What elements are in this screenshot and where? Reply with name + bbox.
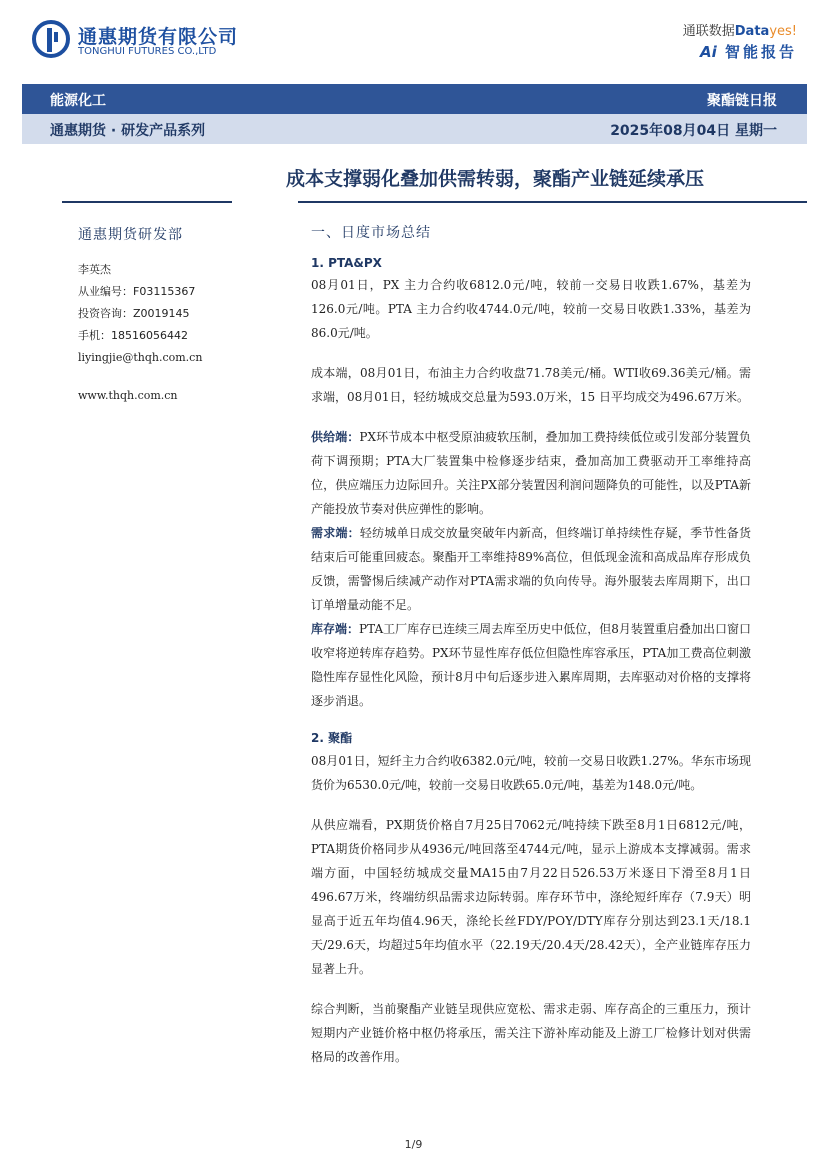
paragraph-supply xyxy=(311,425,751,521)
partner-prefix: 通联数据 xyxy=(682,24,735,39)
analyst-name: 李英杰 xyxy=(78,263,111,276)
title-divider xyxy=(298,201,807,203)
series-label: 通惠期货 · 研发产品系列 xyxy=(50,123,206,139)
inventory-text: PTA工厂库存已连续三周去库至历史中低位，但8月装置重启叠加出口窗口收窄将逆转库存趋势。PX环节显性库存低位但隐性库容承压，PTA加工费高位刺激隐性库存显性化风险，预计8月中旬后逐步进入累库周期，去库驱动对价格的支撑将逐步消退。 xyxy=(311,622,751,708)
subsection-title-polyester: 2. 聚酯 xyxy=(311,731,353,745)
email-link[interactable]: liyingjie@thqh.com.cn xyxy=(78,351,203,364)
paragraph-pta-px-prices: 08月01日，PX 主力合约收6812.0元/吨，较前一交易日收跌1.67%，基差为126.0元/吨。PTA 主力合约收4744.0元/吨，较前一交易日收跌1.33%，基差为86.0元/吨。 xyxy=(311,278,751,340)
paragraph-supply-analysis: 从供应端看，PX期货价格自7月25日7062元/吨持续下跌至8月1日6812元/吨，PTA期货价格同步从4936元/吨回落至4744元/吨，显示上游成本支撑减弱。需求端方面，中国轻纺城成交量MA15由7月22日526.53万米逐日下滑至8月1日496.67万米，终端纺织品需求边际转弱。库存环节中，涤纶短纤库存（7.9天）明显高于近五年均值4.96天，涤纶长丝FDY/POY/DTY库存分别达到23.1天/18.1天/29.6天，均超过5年均值水平（22.19天/20.4天/28.42天），全产业链库存压力显著上升。 xyxy=(311,818,751,976)
license-line xyxy=(78,282,278,304)
paragraph-cost-demand: 成本端，08月01日，布油主力合约收盘71.78美元/桶。WTI收69.36美元/桶。需求端，08月01日，轻纺城成交总量为593.0万米，15 日平均成交为496.67万米。 xyxy=(311,366,751,404)
report-type-label: 聚酯链日报 xyxy=(707,93,777,109)
main-content xyxy=(311,222,751,1069)
report-date: 2025年08月04日 星期一 xyxy=(610,123,777,139)
paragraph-inventory xyxy=(311,617,751,713)
partner-data: Data xyxy=(734,24,770,39)
partner-brand xyxy=(683,20,797,39)
consult-number: Z0019145 xyxy=(133,307,190,320)
partner-yes: yes! xyxy=(769,24,797,39)
department-name: 通惠期货研发部 xyxy=(78,227,183,243)
demand-text: 轻纺城单日成交放量突破年内新高，但终端订单持续性存疑，季节性备货结束后可能重回疲态。聚酯开工率维持89%高位，但低现金流和高成品库存形成负反馈，需警惕后续减产动作对PTA需求端的负向传导。海外服装去库周期下，出口订单增量动能不足。 xyxy=(311,526,751,612)
supply-text: PX环节成本中枢受原油疲软压制，叠加加工费持续低位或引发部分装置负荷下调预期；PTA大厂装置集中检修逐步结束，叠加高加工费驱动开工率维持高位，供应端压力边际回升。关注PX部分装置因利润问题降负的可能性，以及PTA新产能投放节奏对供应弹性的影响。 xyxy=(311,430,751,516)
sector-label: 能源化工 xyxy=(50,93,106,109)
license-label: 从业编号： xyxy=(78,285,133,298)
paragraph-staple-fiber: 08月01日，短纤主力合约收6382.0元/吨，较前一交易日收跌1.27%。华东市场现货价为6530.0元/吨，较前一交易日收跌65.0元/吨，基差为148.0元/吨。 xyxy=(311,754,751,792)
ai-icon: Ai xyxy=(699,43,717,61)
page-number: 1/9 xyxy=(404,1138,423,1151)
consult-label: 投资咨询： xyxy=(78,307,133,320)
inventory-label: 库存端： xyxy=(311,622,360,636)
demand-label: 需求端： xyxy=(311,526,360,540)
website-link[interactable]: www.thqh.com.cn xyxy=(78,389,178,402)
paragraph-demand xyxy=(311,521,751,617)
subsection-title-pta-px: 1. PTA&PX xyxy=(311,256,382,270)
paragraph-conclusion: 综合判断，当前聚酯产业链呈现供应宽松、需求走弱、库存高企的三重压力，预计短期内产业链价格中枢仍将承压，需关注下游补库动能及上游工厂检修计划对供需格局的改善作用。 xyxy=(311,1002,751,1064)
company-name-cn: 通惠期货有限公司 xyxy=(78,26,239,48)
report-band-bottom xyxy=(22,114,807,144)
consult-line xyxy=(78,304,278,326)
author-sidebar xyxy=(78,224,278,408)
tonghui-logo-icon xyxy=(32,20,70,58)
section-title: 一、日度市场总结 xyxy=(311,225,431,241)
phone-number: 18516056442 xyxy=(111,329,188,342)
report-band-top xyxy=(22,84,807,114)
supply-label: 供给端： xyxy=(311,430,360,444)
phone-label: 手机： xyxy=(78,329,111,342)
company-name-en: TONGHUI FUTURES CO.,LTD xyxy=(78,46,217,57)
page-title: 成本支撑弱化叠加供需转弱，聚酯产业链延续承压 xyxy=(286,168,705,190)
ai-report-text: 智能报告 xyxy=(724,43,797,61)
license-number: F03115367 xyxy=(133,285,196,298)
sidebar-divider xyxy=(62,201,232,203)
phone-line xyxy=(78,326,278,348)
ai-report-label xyxy=(700,41,797,62)
